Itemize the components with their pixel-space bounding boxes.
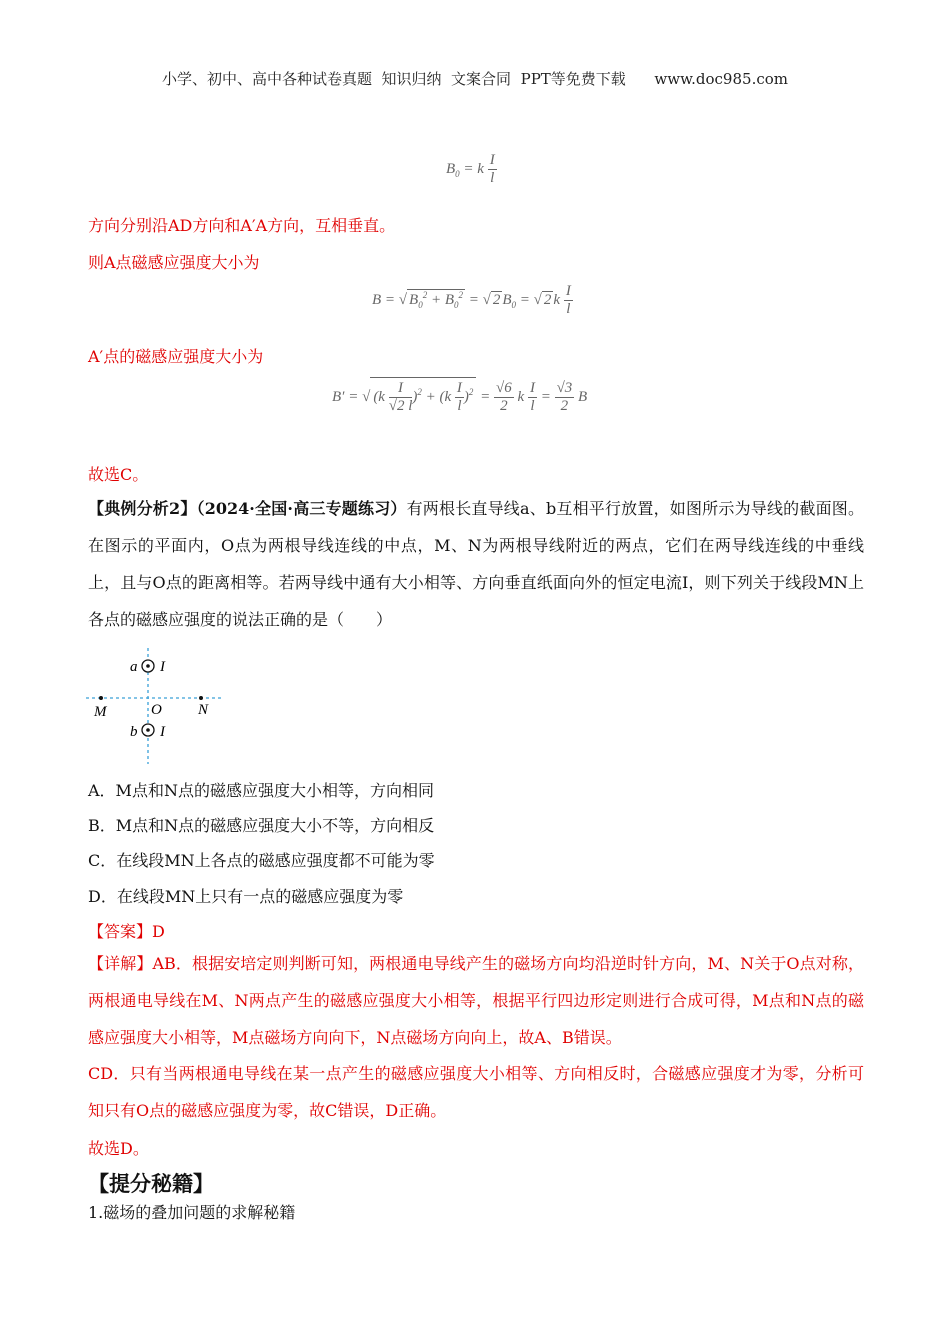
equation-b: B = √ $B_0^2 + B_0^2$ = √ 2 $B_0$ = √ 2 k $\frac{I}{l}$: [372, 283, 571, 317]
point-m: [99, 696, 103, 700]
answer: 【答案】D: [88, 922, 165, 941]
section-item: 1.磁场的叠加问题的求解秘籍: [88, 1203, 296, 1222]
label-a: a: [130, 659, 138, 675]
detail-2: CD．只有当两根通电导线在某一点产生的磁感应强度大小相等、方向相反时，合磁感应强度才为零，分析可知只有O点的磁感应强度为零，故C错误，D正确。: [88, 1064, 864, 1120]
a-point-line: 则A点磁感应强度大小为: [88, 253, 260, 272]
point-n: [199, 696, 203, 700]
example-source: （2024·全国·高三专题练习）: [196, 499, 407, 518]
example-label: 【典例分析2】: [88, 499, 197, 518]
wire-figure: [84, 648, 230, 764]
choose-d: 故选D。: [88, 1139, 149, 1158]
current-a: I: [160, 659, 165, 675]
label-m: M: [94, 704, 107, 720]
current-b: I: [160, 724, 165, 740]
option-c: C．在线段MN上各点的磁感应强度都不可能为零: [88, 851, 435, 870]
example-problem: [88, 490, 864, 638]
equation-bprime: B′ = √ (k $\frac{I}{√2 l}$ )$^2$ + (k $\frac{I}{l}$ )$^2$ = $\frac{√6}{2}$ k $\frac{I}{l}$ = $\frac{√3}{2}$ B: [332, 377, 587, 417]
choose-c: 故选C。: [88, 465, 149, 484]
direction-line: 方向分别沿AD方向和A′A方向，互相垂直。: [88, 216, 396, 235]
label-n: N: [198, 702, 209, 718]
equation-b0: $B_0 = k$ $\frac{I}{l}$: [446, 152, 495, 186]
page-header: 小学、初中、高中各种试卷真题 知识归纳 文案合同 PPT等免费下载 www.doc985.com: [161, 70, 788, 88]
label-o: O: [151, 702, 162, 718]
option-d: D．在线段MN上只有一点的磁感应强度为零: [88, 887, 404, 906]
example-text: 有两根长直导线a、b互相平行放置，如图所示为导线的截面图。在图示的平面内，O点为两根导线连线的中点，M、N为两根导线附近的两点，它们在两导线连线的中垂线上，且与O点的距离相等。若两导线中通有大小相等、方向垂直纸面向外的恒定电流I，则下列关于线段MN上各点的磁感应强度的说法正确的是（ ）: [88, 499, 864, 629]
a-prime-line: A′点的磁感应强度大小为: [88, 347, 264, 366]
option-a: A．M点和N点的磁感应强度大小相等，方向相同: [88, 781, 434, 800]
detail-1: 【详解】AB．根据安培定则判断可知，两根通电导线产生的磁场方向均沿逆时针方向，M、N关于O点对称，两根通电导线在M、N两点产生的磁感应强度大小相等，根据平行四边形定则进行合成可得，M点和N点的磁感应强度大小相等，M点磁场方向向下，N点磁场方向向上，故A、B错误。: [88, 954, 864, 1047]
label-b: b: [130, 724, 138, 740]
option-b: B．M点和N点的磁感应强度大小不等，方向相反: [88, 816, 435, 835]
section-title: 【提分秘籍】: [88, 1171, 214, 1196]
